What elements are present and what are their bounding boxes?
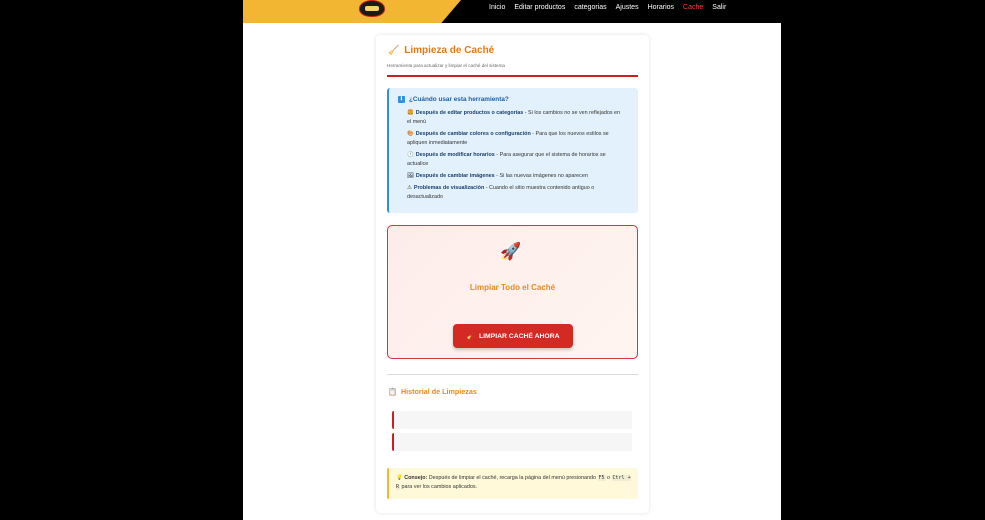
warning-icon: ⚠ [407, 185, 412, 191]
info-heading [398, 96, 629, 103]
info-item: 🎨 Después de cambiar colores o configuración - Para que los nuevos estilos se apliquen inmediatamente [407, 131, 609, 146]
history-heading-text: Historial de Limpiezas [400, 387, 477, 396]
key-f5: F5 [598, 475, 605, 481]
broom-icon: 🧹 [466, 333, 475, 340]
clear-cache-button-label: LIMPIAR CACHÉ AHORA [478, 332, 560, 340]
nav-links [489, 3, 726, 12]
cache-card [376, 35, 649, 513]
clear-cache-panel [387, 225, 638, 359]
nav-link-ajustes[interactable]: Ajustes [615, 4, 639, 11]
clipboard-icon: 📋 [388, 387, 397, 396]
key-ctrl-r: Ctrl + R [396, 475, 631, 490]
burger-icon: 🍔 [407, 110, 414, 116]
broom-icon: 🧹 [388, 45, 400, 55]
page-title-row [388, 45, 494, 56]
history-divider [387, 374, 638, 375]
info-item: 🍔 Después de editar productos o categorías - Si los cambios no se ven reflejados en el menú [407, 110, 621, 125]
info-icon: ℹ [398, 96, 405, 103]
top-navbar [243, 0, 781, 23]
image-icon: 🖼 [407, 173, 414, 179]
lightbulb-icon: 💡 [396, 475, 403, 481]
tip-label: Consejo: [404, 475, 428, 481]
history-row [392, 433, 632, 451]
nav-link-horarios[interactable]: Horarios [647, 4, 675, 11]
nav-link-salir[interactable]: Salir [712, 4, 727, 11]
page-title: Limpieza de Caché [404, 45, 495, 56]
brand-logo[interactable] [359, 0, 385, 17]
nav-link-cache[interactable]: Cache [683, 4, 704, 11]
info-panel [387, 88, 638, 213]
info-item: ⚠ Problemas de visualización - Cuando el sitio muestra contenido antiguo o desactualizado [407, 185, 595, 200]
clear-cache-button[interactable] [453, 324, 573, 348]
navbar-yellow-panel [243, 0, 461, 23]
history-row [392, 411, 632, 429]
nav-link-inicio[interactable]: Inicio [489, 4, 506, 11]
rocket-icon: 🚀 [500, 242, 522, 261]
page [243, 0, 781, 520]
clock-icon: 🕐 [407, 152, 414, 158]
clear-cache-title: Limpiar Todo el Caché [469, 283, 556, 292]
info-item: 🖼 Después de cambiar imágenes - Si las nuevas imágenes no aparecen [407, 173, 588, 179]
nav-link-editar-productos[interactable]: Editar productos [514, 4, 566, 11]
page-subtitle: Herramienta para actualizar y limpiar el caché del sistema [387, 63, 505, 68]
palette-icon: 🎨 [407, 131, 414, 137]
info-item: 🕐 Después de modificar horarios - Para asegurar que el sistema de horarios se actualice [407, 152, 606, 167]
tip-box: 💡 Consejo: Después de limpiar el caché, recarga la página del menú presionando F5 o Ctrl + R para ver los cambios aplicados. [387, 468, 638, 499]
history-heading [388, 387, 477, 396]
title-divider [387, 75, 638, 77]
info-heading-text: ¿Cuándo usar esta herramienta? [409, 96, 509, 103]
nav-link-categorias[interactable]: categorias [574, 4, 607, 11]
